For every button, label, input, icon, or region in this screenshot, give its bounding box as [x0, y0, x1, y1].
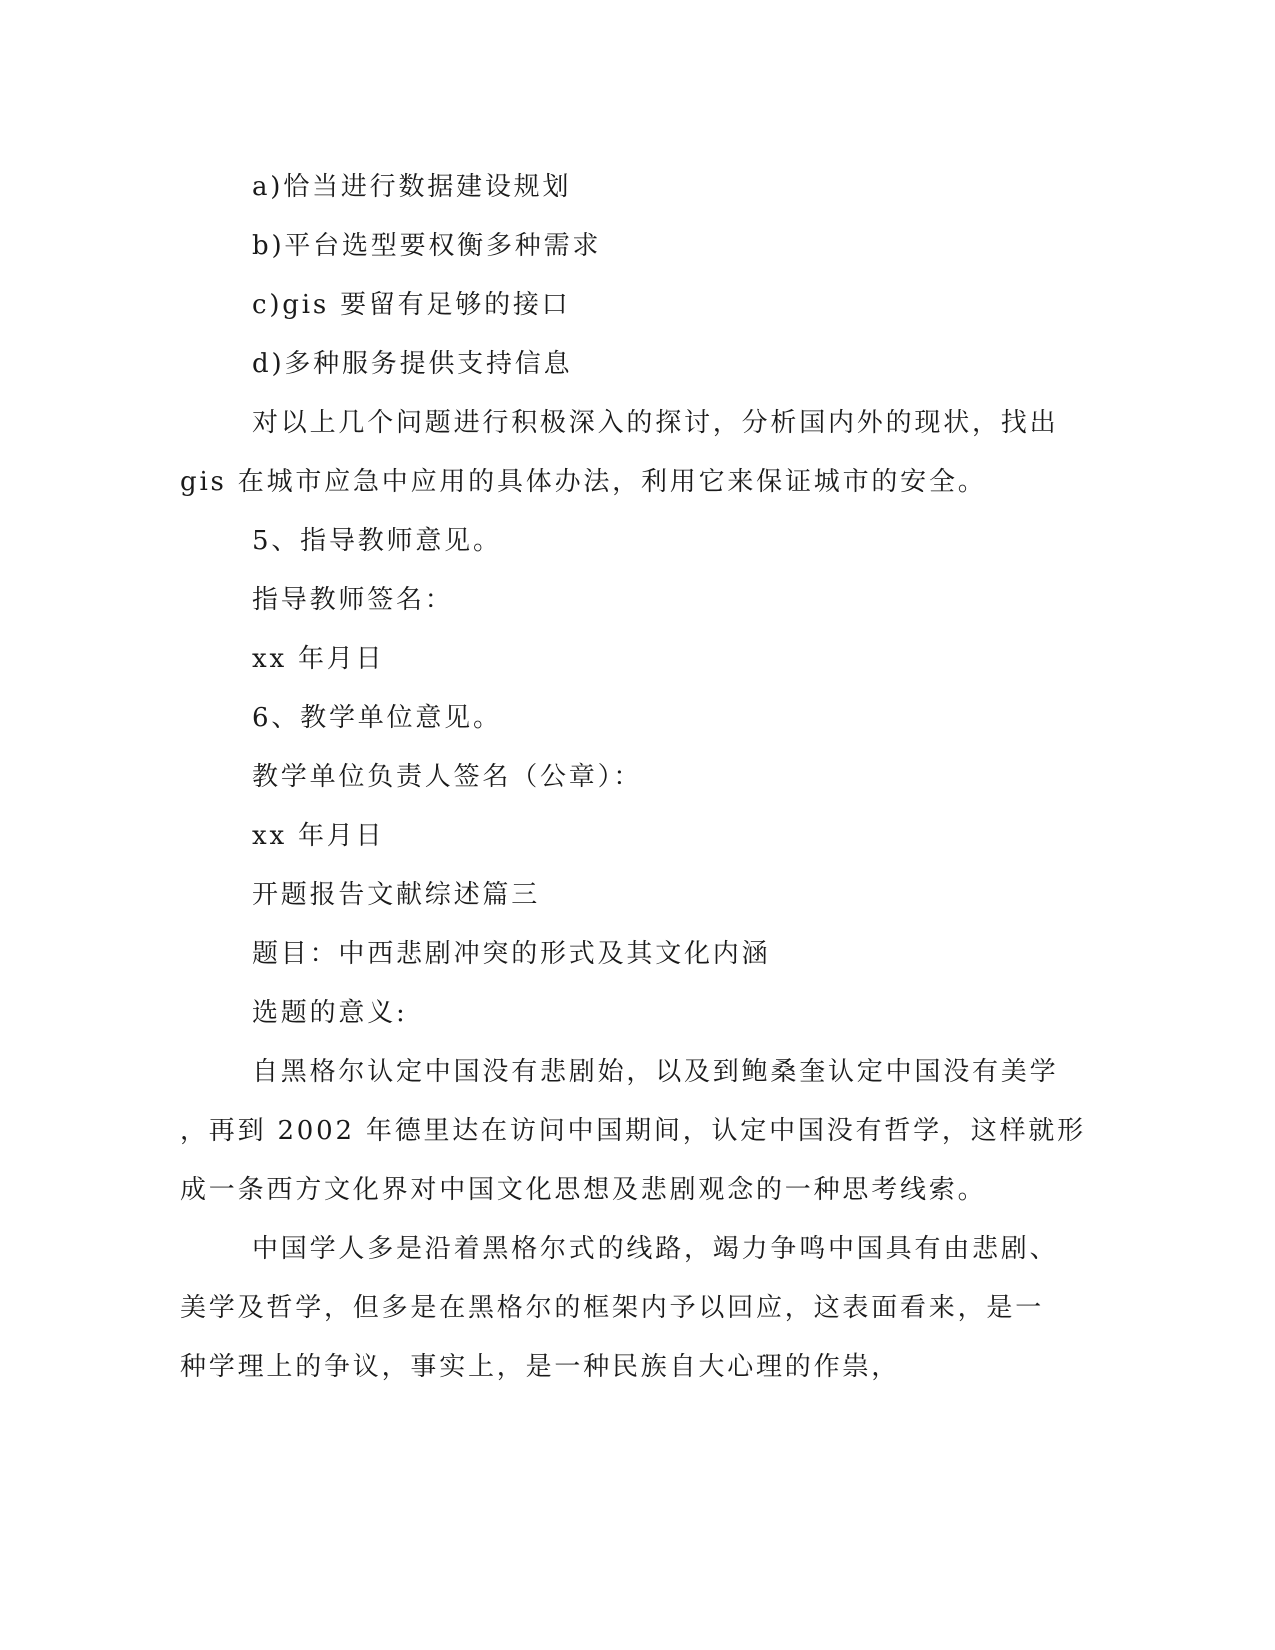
text-line: 选题的意义: — [252, 998, 408, 1028]
section-heading-unit-opinion — [180, 689, 1050, 748]
list-item-b — [180, 217, 1050, 276]
text-line: 自黑格尔认定中国没有悲剧始，以及到鲍桑奎认定中国没有美学 — [252, 1057, 1059, 1087]
text-line: 教学单位负责人签名（公章）： — [252, 762, 643, 792]
text-line: ，再到 2002 年德里达在访问中国期间，认定中国没有哲学，这样就形 — [180, 1116, 1086, 1146]
text-line: 成一条西方文化界对中国文化思想及悲剧观念的一种思考线索。 — [180, 1175, 987, 1205]
text-line: xx 年月日 — [252, 644, 385, 674]
body-paragraph — [180, 1220, 1059, 1397]
subheading-significance — [180, 984, 1050, 1043]
section-heading-advisor-opinion — [180, 512, 1050, 571]
date-line — [180, 630, 1050, 689]
text-line: 5、指导教师意见。 — [252, 526, 502, 556]
advisor-signature-label — [180, 571, 1050, 630]
text-line: 种学理上的争议，事实上，是一种民族自大心理的作祟， — [180, 1352, 901, 1382]
text-line: 开题报告文献综述篇三 — [252, 880, 541, 910]
document-body — [180, 158, 1086, 1397]
text-line: 对以上几个问题进行积极深入的探讨，分析国内外的现状，找出 — [252, 408, 1059, 438]
text-line: 题目：中西悲剧冲突的形式及其文化内涵 — [252, 939, 771, 969]
list-item-a — [180, 158, 1050, 217]
text-line: c)gis 要留有足够的接口 — [252, 290, 571, 320]
text-line: xx 年月日 — [252, 821, 385, 851]
unit-signature-label — [180, 748, 1050, 807]
text-line: 指导教师签名： — [252, 585, 454, 615]
text-line: 美学及哲学，但多是在黑格尔的框架内予以回应，这表面看来，是一 — [180, 1293, 1045, 1323]
body-paragraph — [180, 394, 1059, 512]
text-line: b)平台选型要权衡多种需求 — [252, 231, 602, 261]
section-title — [180, 866, 1050, 925]
list-item-d — [180, 335, 1050, 394]
body-paragraph — [180, 1043, 1086, 1220]
text-line: 中国学人多是沿着黑格尔式的线路，竭力争鸣中国具有由悲剧、 — [252, 1234, 1059, 1264]
text-line: a)恰当进行数据建设规划 — [252, 172, 572, 202]
text-line: gis 在城市应急中应用的具体办法，利用它来保证城市的安全。 — [180, 467, 987, 497]
list-item-c — [180, 276, 1050, 335]
date-line — [180, 807, 1050, 866]
text-line: 6、教学单位意见。 — [252, 703, 502, 733]
topic-line — [180, 925, 1050, 984]
text-line: d)多种服务提供支持信息 — [252, 349, 573, 379]
